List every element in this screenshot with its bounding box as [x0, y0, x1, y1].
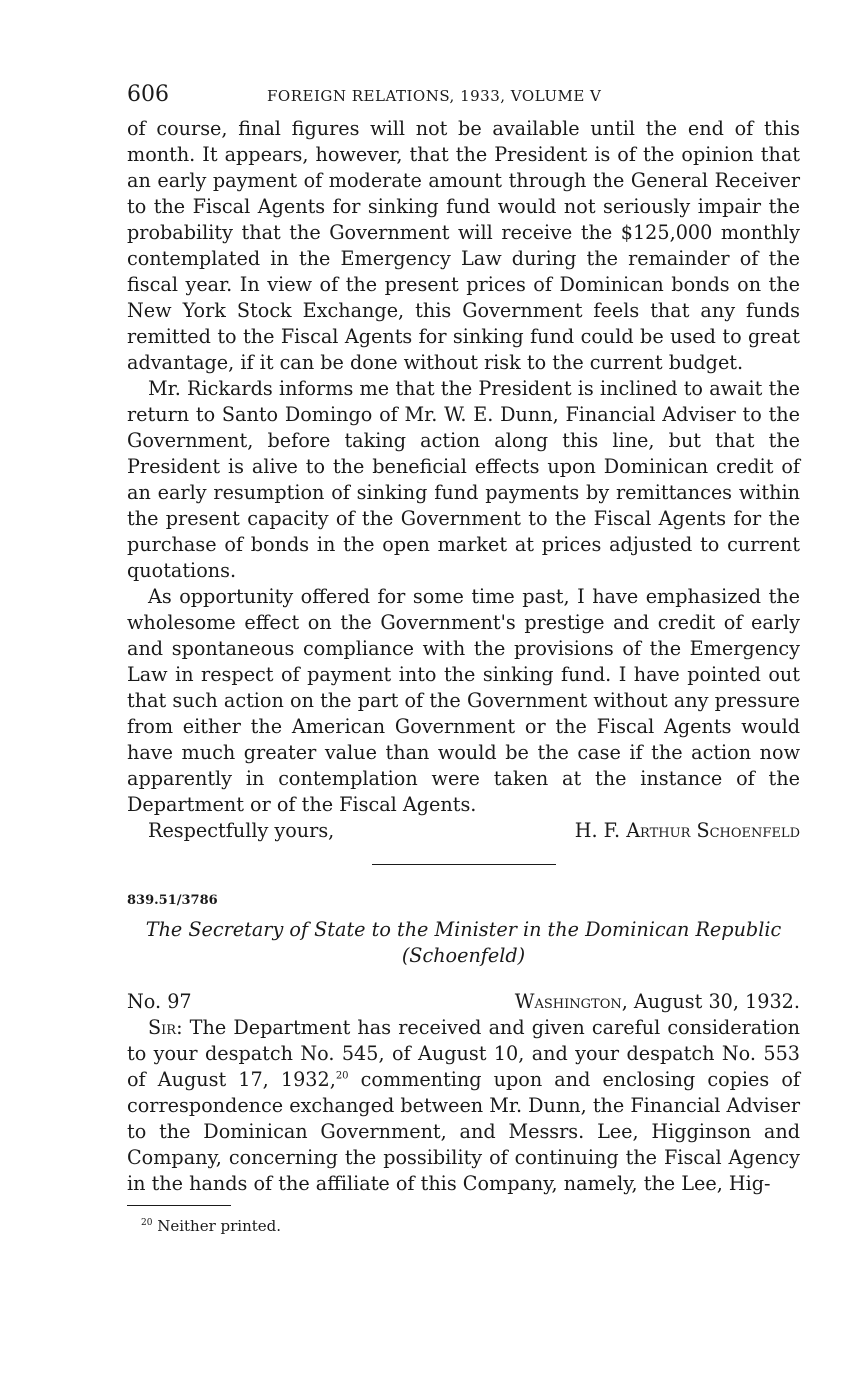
signature: [575, 818, 800, 844]
page-number: 606: [127, 82, 169, 107]
footnote-text: Neither printed.: [152, 1217, 282, 1235]
page-header: [127, 82, 800, 116]
document-title-line-1: The Secretary of State to the Minister in the Dominican Republic: [145, 918, 782, 941]
footnote: [127, 1216, 800, 1236]
paragraph-letter-body: [127, 1015, 800, 1197]
document-page: [127, 82, 800, 1236]
paragraph-1: of course, final figures will not be available until the end of this month. It appears, however, that the President is of the opinion that an early payment of moderate amount through the General Receiver to the Fiscal Agents for sinking fund would not seriously impair the probability that the Government will receive the $125,000 monthly contemplated in the Emergency Law during the remainder of the fiscal year. In view of the present prices of Dominican bonds on the New York Stock Exchange, this Government feels that any funds remitted to the Fiscal Agents for sinking fund could be used to great advantage, if it can be done without risk to the current budget.: [127, 117, 800, 374]
document-title-line-2: (Schoenfeld): [401, 944, 526, 967]
signature-initials: H. F.: [574, 819, 627, 842]
place-date: [515, 989, 800, 1015]
place: Washington: [514, 990, 622, 1013]
closing-salutation: Respectfully yours,: [148, 819, 335, 842]
paragraph-2: Mr. Rickards informs me that the President is inclined to await the return to Santo Domingo of Mr. W. E. Dunn, Financial Adviser to the Government, before taking action along this line, but that the President is alive to the beneficial effects upon Dominican credit of an early resumption of sinking fund payments by remittances within the present capacity of the Government to the Fiscal Agents for the purchase of bonds in the open market at prices adjusted to current quotations.: [127, 377, 800, 582]
despatch-number: No. 97: [127, 990, 192, 1013]
letter-salutation: Sir: [148, 1016, 177, 1039]
date: , August 30, 1932.: [621, 990, 800, 1013]
letter-body-part-2: commenting upon and enclosing copies of correspondence exchanged between Mr. Dunn, the Financial Adviser to the Dominican Government, and Messrs. Lee, Higginson and Company, concerning the possibility of continuing the Fiscal Agency in the hands of the affiliate of this Company, namely, the Lee, Hig-: [127, 1068, 801, 1195]
file-number: 839.51/3786: [127, 893, 218, 908]
section-divider: [372, 864, 556, 865]
running-head: FOREIGN RELATIONS, 1933, VOLUME V: [267, 87, 602, 105]
document-title: [127, 917, 800, 969]
letter-body-part-1: : The Department has received and given careful consideration to your despatch No. 545, of August 10, and your despatch No. 553 of August 17, 1932,: [127, 1016, 800, 1091]
footnote-divider: [127, 1205, 231, 1206]
letter-closing: [127, 818, 800, 844]
dateline: [127, 989, 800, 1015]
footnote-reference[interactable]: 20: [335, 1070, 349, 1082]
signature-name: Arthur Schoenfeld: [626, 819, 800, 842]
paragraph-3: As opportunity offered for some time past, I have emphasized the wholesome effect on the Government's prestige and credit of early and spontaneous compliance with the provisions of the Emergency Law in respect of payment into the sinking fund. I have pointed out that such action on the part of the Government without any pressure from either the American Government or the Fiscal Agents would have much greater value than would be the case if the action now apparently in contemplation were taken at the instance of the Department or of the Fiscal Agents.: [127, 585, 800, 816]
footnote-marker: 20: [141, 1218, 153, 1228]
